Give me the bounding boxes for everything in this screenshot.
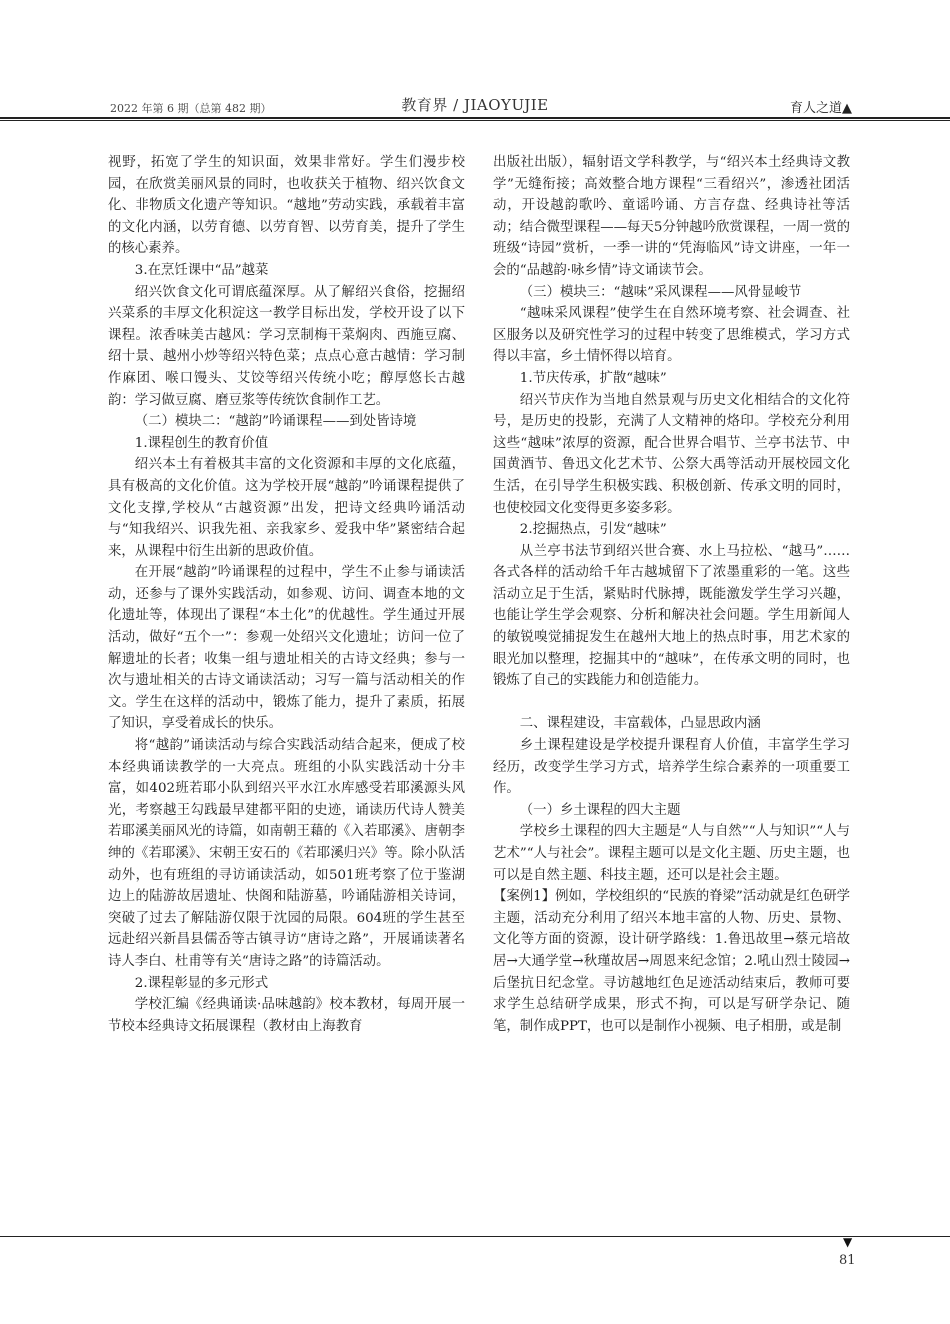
paragraph: 将“越韵”诵读活动与综合实践活动结合起来，便成了校本经典诵读教学的一大亮点。班组的小队实践活动十分丰富，如402班若耶小队到绍兴平水江水库感受若耶溪源头风光，考察越王勾践最早建都平阳的史迹，诵读历代诗人赞美若耶溪美丽风光的诗篇，如南朝王藉的《入若耶溪》、唐朝李绅的《若耶溪》、宋朝王安石的《若耶溪归兴》等。除小队活动外，也有班组的寻访诵读活动，如501班考察了位于鉴湖边上的陆游故居遗址、快阁和陆游墓，吟诵陆游相关诗词，突破了过去了解陆游仅限于沈园的局限。604班的学生甚至远赴绍兴新昌县儒岙等古镇寻访“唐诗之路”，开展诵读著名诗人李白、杜甫等有关“唐诗之路”的诗篇活动。 (108, 738, 465, 969)
case-paragraph: 【案例1】例如，学校组织的“民族的脊梁”活动就是红色研学主题，活动充分利用了绍兴本地丰富的人物、历史、景物、文化等方面的资源，设计研学路线：1.鲁迅故里→蔡元培故居→大通学堂→秋瑾故居→周恩来纪念馆；2.吼山烈士陵园→后堡抗日纪念堂。寻访越地红色足迹活动结束后，教师可要求学生总结研学成果，形式不拘，可以是写研学杂记、随笔，制作成PPT，也可以是制作小视频、电子相册，或是制 (493, 889, 850, 1034)
section-heading: （二）模块二：“越韵”吟诵课程——到处皆诗境 (134, 414, 417, 430)
subsection-heading: 1.课程创生的教育价值 (134, 435, 269, 451)
paragraph: 从兰亭书法节到绍兴世合赛、水上马拉松、“越马”……各式各样的活动给千年古越城留下了浓墨重彩的一笔。这些活动立足于生活，紧贴时代脉搏，既能激发学生学习兴趣，也能让学生学会观察、分析和解决社会问题。学生用新闻人的敏锐嗅觉捕捉发生在越州大地上的热点时事，用艺术家的眼光加以整理，挖掘其中的“越味”，在传承文明的同时，也锻炼了自己的实践能力和创造能力。 (493, 543, 850, 689)
chapter-heading: 二、课程建设，丰富载体，凸显思政内涵 (519, 716, 761, 732)
paragraph: 绍兴本土有着极其丰富的文化资源和丰厚的文化底蕴，具有极高的文化价值。这为学校开展“越韵”吟诵课程提供了文化支撑,学校从“古越资源”出发，把诗文经典吟诵活动与“知我绍兴、识我先祖、亲我家乡、爱我中华”紧密结合起来，从课程中衍生出新的思政价值。 (108, 457, 465, 559)
header-rule (0, 117, 950, 119)
section-heading: （一）乡土课程的四大主题 (519, 802, 681, 818)
left-column (108, 152, 465, 1037)
paragraph: “越味采风课程”使学生在自然环境考察、社会调查、社区服务以及研究性学习的过程中转变了思维模式，学习方式得以丰富，乡土情怀得以培育。 (493, 306, 850, 365)
paragraph: 视野，拓宽了学生的知识面，效果非常好。学生们漫步校园，在欣赏美丽风景的同时，也收获关于植物、绍兴饮食文化、非物质文化遗产等知识。“越地”劳动实践，承载着丰富的文化内涵，以劳育德、以劳育智、以劳育美，提升了学生的核心素养。 (108, 155, 465, 257)
section-title: 育人之道▲ (790, 101, 852, 116)
paragraph: 绍兴节庆作为当地自然景观与历史文化相结合的文化符号，是历史的投影，充满了人文精神的烙印。学校充分利用这些“越味”浓厚的资源，配合世界合唱节、兰亭书法节、中国黄酒节、鲁迅文化艺术节、公祭大禹等活动开展校园文化生活，在引导学生积极实践、积极创新、传承文明的同时，也使校园文化变得更多姿多彩。 (493, 392, 850, 516)
subsection-heading: 1.节庆传承，扩散“越味” (519, 370, 667, 386)
journal-title: 教育界 / JIAOYUJIE (401, 96, 549, 114)
subsection-heading: 3.在烹饪课中“品”越菜 (134, 262, 269, 278)
paragraph: 出版社出版），辐射语文学科教学，与“绍兴本土经典诗文教学”无缝衔接；高效整合地方课程“三看绍兴”，渗透社团活动，开设越韵歌吟、童谣吟诵、方言存盘、经典诗社等活动；结合微型课程——每天5分钟越吟欣赏课程，一周一赏的班级“诗园”赏析，一季一讲的“凭海临风”诗文讲座，一年一会的“品越韵·咏乡情”诗文诵读节会。 (493, 155, 850, 278)
issue-info: 2022 年第 6 期（总第 482 期） (110, 102, 272, 115)
right-column (493, 152, 850, 1037)
paragraph: 绍兴饮食文化可谓底蕴深厚。从了解绍兴食俗，挖掘绍兴菜系的丰厚文化积淀这一教学目标出发，学校开设了以下课程。浓香味美古越风：学习烹制梅干菜焖肉、西施豆腐、绍十景、越州小炒等绍兴特色菜；点点心意古越情：学习制作麻团、喉口馒头、艾饺等绍兴传统小吃；醇厚悠长古越韵：学习做豆腐、磨豆浆等传统饮食制作工艺。 (108, 284, 465, 408)
paragraph: 学校乡土课程的四大主题是“人与自然”“人与知识”“人与艺术”“人与社会”。课程主题可以是文化主题、历史主题，也可以是自然主题、科技主题，还可以是社会主题。 (493, 824, 850, 883)
page-number: 81 (839, 1253, 856, 1268)
section-heading: （三）模块三：“越味”采风课程——风骨显峻节 (519, 284, 802, 300)
page-header (0, 0, 950, 124)
subsection-heading: 2.挖掘热点，引发“越味” (519, 522, 667, 538)
footer-rule (0, 1236, 950, 1237)
subsection-heading: 2.课程彰显的多元形式 (134, 975, 269, 991)
paragraph: 学校汇编《经典诵读·品味越韵》校本教材，每周开展一节校本经典诗文拓展课程（教材由上海教育 (108, 997, 465, 1034)
paragraph: 在开展“越韵”吟诵课程的过程中，学生不止参与诵读活动，还参与了课外实践活动，如参观、访问、调查本地的文化遗址等，体现出了课程“本土化”的优越性。学生通过开展活动，做好“五个一”：参观一处绍兴文化遗址；访问一位了解遗址的长者；收集一组与遗址相关的古诗文经典；参与一次与遗址相关的古诗文诵读活动；习写一篇与活动相关的作文。学生在这样的活动中，锻炼了能力，提升了素质，拓展了知识，享受着成长的快乐。 (108, 565, 465, 732)
header-rule-thin (0, 120, 950, 121)
triangle-marker-icon: ▼ (843, 1235, 853, 1249)
paragraph: 乡土课程建设是学校提升课程育人价值，丰富学生学习经历，改变学生学习方式，培养学生综合素养的一项重要工作。 (493, 738, 850, 797)
